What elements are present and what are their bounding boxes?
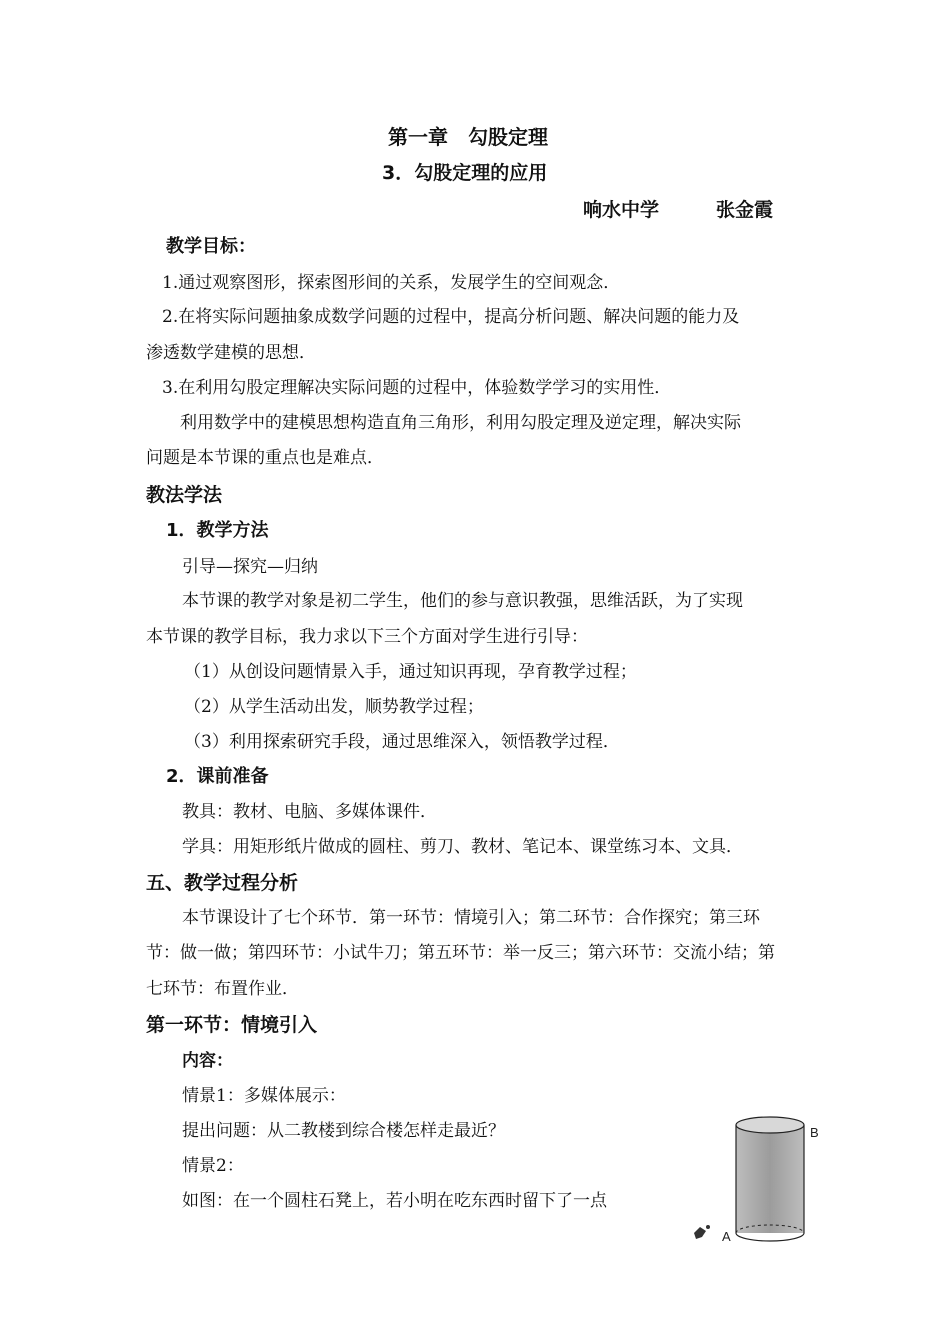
goal-item-3: 3.在利用勾股定理解决实际问题的过程中，体验数学学习的实用性． [162,378,672,398]
methods-approach: 引导—探究—归纳 [182,557,318,577]
cylinder-top [736,1117,804,1133]
methods-para-1: 本节课的教学对象是初二学生，他们的参与意识教强，思维活跃，为了实现 [182,591,743,611]
methods-point-2: （2）从学生活动出发，顺势教学过程； [184,697,484,717]
stage1-figure-text: 如图：在一个圆柱石凳上，若小明在吃东西时留下了一点 [182,1191,607,1211]
school-name: 响水中学 [583,199,660,221]
goal-item-2: 2.在将实际问题抽象成数学问题的过程中，提高分析问题、解决问题的能力及 [162,307,740,327]
stage1-content-label: 内容： [182,1051,233,1071]
section-title: 3．勾股定理的应用 [382,162,548,184]
methods-point-1: （1）从创设问题情景入手，通过知识再现，孕育教学过程； [184,662,637,682]
stage1-heading: 第一环节：情境引入 [146,1014,318,1036]
author-name: 张金霞 [716,199,774,221]
ant-icon [694,1227,706,1239]
methods-point-3: （3）利用探索研究手段，通过思维深入，领悟教学过程． [184,732,620,752]
methods-heading: 教法学法 [146,484,223,506]
methods-sub-2: 2．课前准备 [166,766,269,787]
process-line-1: 本节课设计了七个环节．第一环节：情境引入；第二环节：合作探究；第三环 [182,908,760,928]
goal-item-1: 1.通过观察图形，探索图形间的关系，发展学生的空间观念． [162,273,621,293]
goal-item-2-cont: 渗透数学建模的思想． [146,343,316,363]
ant-head-icon [706,1225,710,1229]
stage1-scene-2: 情景2： [182,1156,244,1176]
process-line-2: 节：做一做；第四环节：小试牛刀；第五环节：举一反三；第六环节：交流小结；第 [146,943,775,963]
cylinder-bottom-front [736,1233,804,1241]
cylinder-figure [690,1115,830,1255]
stage1-question: 提出问题：从二教楼到综合楼怎样走最近？ [182,1121,505,1141]
student-tools: 学具：用矩形纸片做成的圆柱、剪刀、教材、笔记本、课堂练习本、文具． [182,837,743,857]
cylinder-body [736,1125,804,1233]
chapter-title: 第一章 勾股定理 [388,125,548,149]
goals-heading: 教学目标： [166,236,256,257]
methods-para-2: 本节课的教学目标，我力求以下三个方面对学生进行引导： [146,627,588,647]
focus-line-1: 利用数学中的建模思想构造直角三角形，利用勾股定理及逆定理，解决实际 [180,413,741,433]
teacher-tools: 教具：教材、电脑、多媒体课件． [182,802,437,822]
label-a: A [722,1229,731,1244]
methods-sub-1: 1．教学方法 [166,520,269,541]
stage1-scene-1: 情景1：多媒体展示： [182,1086,346,1106]
process-heading: 五、教学过程分析 [146,872,299,894]
process-line-3: 七环节：布置作业． [146,979,299,999]
focus-line-2: 问题是本节课的重点也是难点． [146,448,384,468]
label-b: B [810,1125,819,1140]
